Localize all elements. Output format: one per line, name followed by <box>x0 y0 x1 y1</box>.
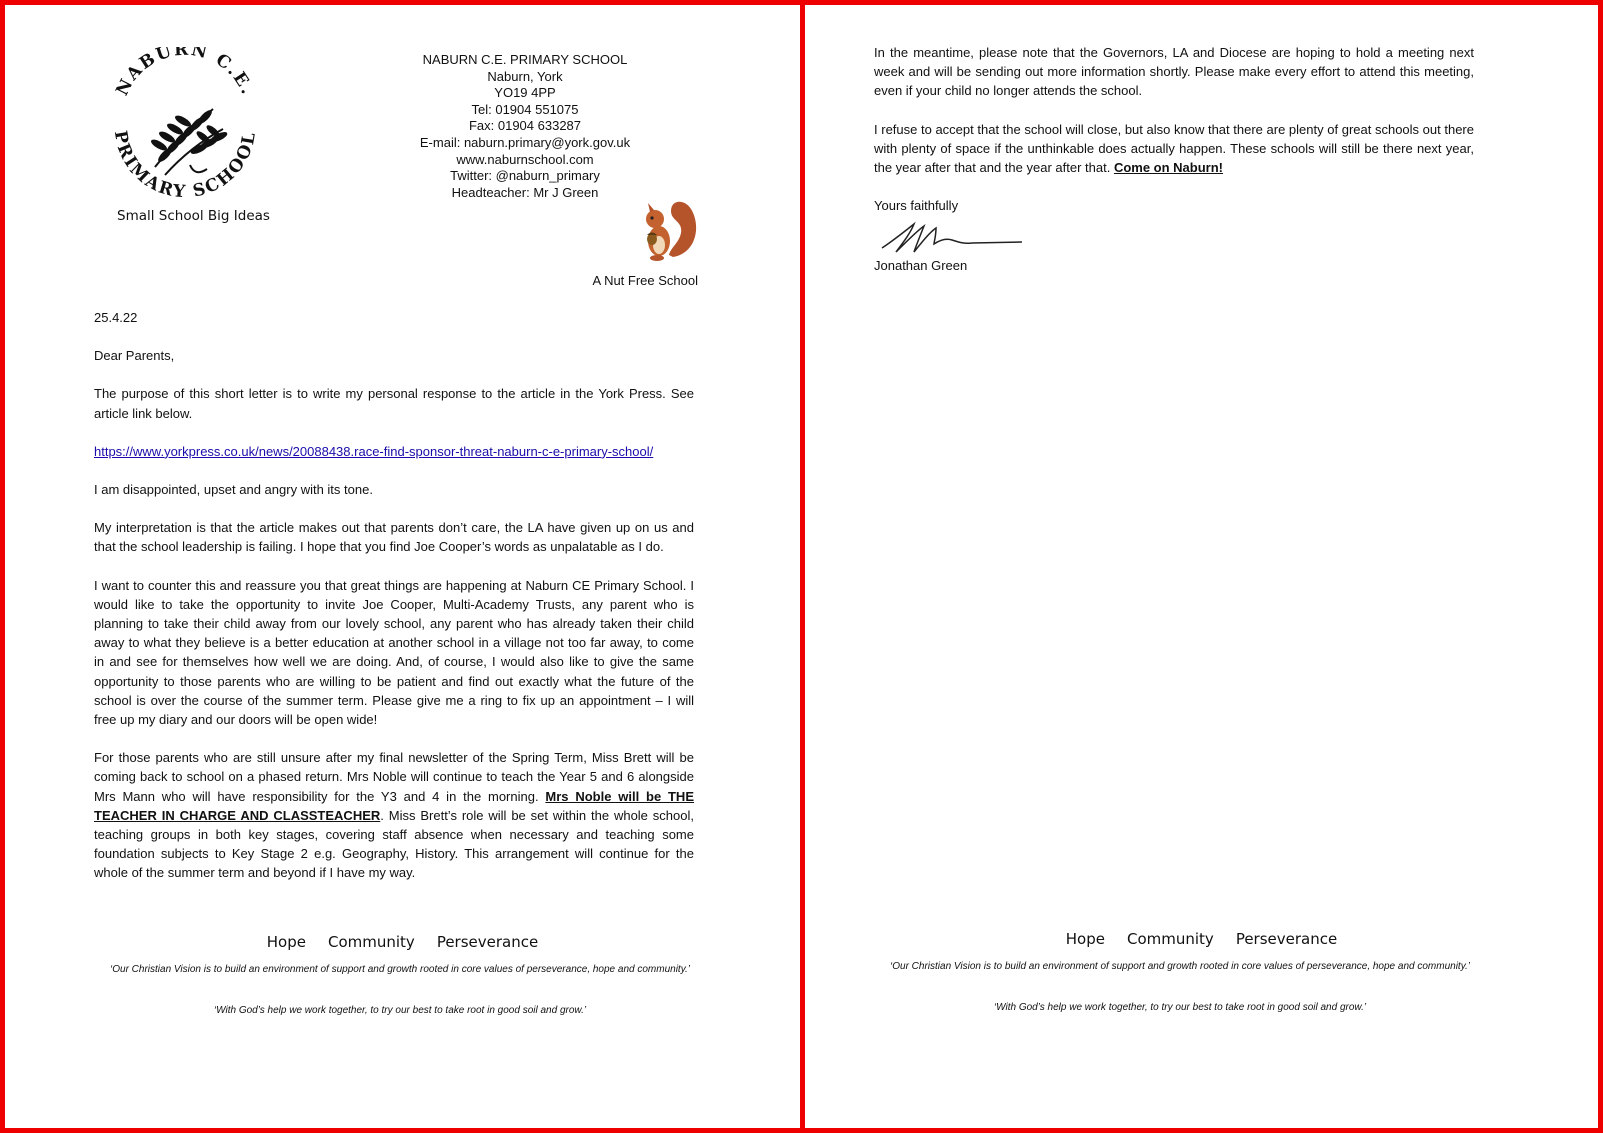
school-town: Naburn, York <box>487 68 563 84</box>
letter-body <box>94 308 694 883</box>
salutation: Dear Parents, <box>94 348 175 364</box>
school-email: E-mail: naburn.primary@york.gov.uk <box>419 134 631 150</box>
come-on-naburn-emphasis: Come on Naburn! <box>1113 160 1223 176</box>
paragraph-5-start: For those parents who are still unsure after my final newsletter of the Spring Term, Miss Brett will be coming back to school on a phased return. Mrs Noble will continue to teach the Year 5 and 6 alongside Mrs Mann who will have responsibility for the Y3 and 4 in the morning. <box>94 750 694 804</box>
svg-text:NABURN C.E.: NABURN C.E. <box>112 47 258 99</box>
letter-body-page-2 <box>874 43 1474 215</box>
christian-vision: ‘Our Christian Vision is to build an environment of support and growth rooted in core values of perseverance, hope and community.’ <box>110 964 690 975</box>
signer-name: Jonathan Green <box>874 258 968 273</box>
closing: Yours faithfully <box>874 198 959 214</box>
paragraph-7-text: I refuse to accept that the school will close, but also know that there are plenty of great schools out there with plenty of space if the unthinkable does actually happen. These schools will still be there next year, the year after that and the year after that. <box>874 121 1474 176</box>
school-logo <box>95 47 275 207</box>
school-postcode: YO19 4PP <box>494 85 556 101</box>
paragraph-6: In the meantime, please note that the Governors, LA and Diocese are hoping to hold a meeting next week and will be sending out more information shortly. Please make every effort to attend this meeting, even if your child no longer attends the school. <box>874 45 1474 99</box>
value-perseverance: Perseverance <box>436 933 539 951</box>
footer-values-page-2 <box>805 930 1598 948</box>
school-motto: Small School Big Ideas <box>117 208 270 224</box>
value-hope: Hope <box>266 933 306 951</box>
school-twitter: Twitter: @naburn_primary <box>450 168 600 184</box>
paragraph-5-end: . Miss Brett’s role will be set within the whole school, teaching groups in both key stages, covering staff absence when necessary and teaching some foundation subjects to Key Stage 2 e.g. Geography, History. This arrangement will continue for the whole of the summer term and beyond if I have my way. <box>94 807 694 881</box>
teacher-in-charge-emphasis: Mrs Noble will be THE TEACHER IN CHARGE AND CLASSTEACHER <box>94 788 694 823</box>
letter-date: 25.4.22 <box>94 310 138 325</box>
school-fax: Fax: 01904 633287 <box>468 118 582 134</box>
letter-page-1 <box>5 5 800 1128</box>
signature-icon <box>880 218 1025 258</box>
footer-values <box>5 933 800 951</box>
christian-vision-page-2: ‘Our Christian Vision is to build an environment of support and growth rooted in core values of perseverance, hope and community.’ <box>890 961 1470 972</box>
svg-text:PRIMARY SCHOOL: PRIMARY SCHOOL <box>109 129 261 203</box>
value-community: Community <box>1126 930 1214 948</box>
letter-page-2 <box>805 5 1598 1128</box>
paragraph-2: I am disappointed, upset and angry with its tone. <box>94 482 373 498</box>
paragraph-7 <box>874 120 1474 178</box>
school-website: www.naburnschool.com <box>456 151 594 167</box>
school-prayer: ‘With God’s help we work together, to try our best to take root in good soil and grow.’ <box>213 1005 587 1016</box>
school-name: NABURN C.E. PRIMARY SCHOOL <box>422 52 628 67</box>
value-community: Community <box>327 933 415 951</box>
paragraph-3: My interpretation is that the article makes out that parents don’t care, the LA have given up on us and that the school leadership is failing. I hope that you find Joe Cooper’s words as unpalatable as I do. <box>94 520 694 555</box>
nut-free-label: A Nut Free School <box>592 273 698 288</box>
school-tel: Tel: 01904 551075 <box>471 101 579 117</box>
school-prayer-page-2: ‘With God’s help we work together, to try our best to take root in good soil and grow.’ <box>993 1002 1367 1013</box>
value-perseverance: Perseverance <box>1235 930 1338 948</box>
value-hope: Hope <box>1065 930 1105 948</box>
school-address-block <box>380 52 670 201</box>
paragraph-1: The purpose of this short letter is to write my personal response to the article in the York Press. See article link below. <box>94 386 694 421</box>
article-link-paragraph <box>94 442 694 461</box>
squirrel-icon <box>635 195 699 265</box>
wheat-logo-icon <box>95 47 275 207</box>
york-press-article-link[interactable]: https://www.yorkpress.co.uk/news/20088438.race-find-sponsor-threat-naburn-c-e-primary-school/ <box>94 443 654 459</box>
paragraph-5 <box>94 748 694 882</box>
paragraph-4: I want to counter this and reassure you that great things are happening at Naburn CE Primary School. I would like to take the opportunity to invite Joe Cooper, Multi-Academy Trusts, any parent who is planning to take their child away from our lovely school, any parent who has already taken their child away to what they believe is a better education at another school in a village not too far away, to come in and see for themselves how well we are doing. And, of course, I would also like to give the same opportunity to those parents who are willing to be patient and find out exactly what the future of the school is over the course of the summer term. Please give me a ring to fix up an appointment – I will free up my diary and our doors will be open wide! <box>94 577 694 728</box>
school-headteacher: Headteacher: Mr J Green <box>451 184 599 200</box>
